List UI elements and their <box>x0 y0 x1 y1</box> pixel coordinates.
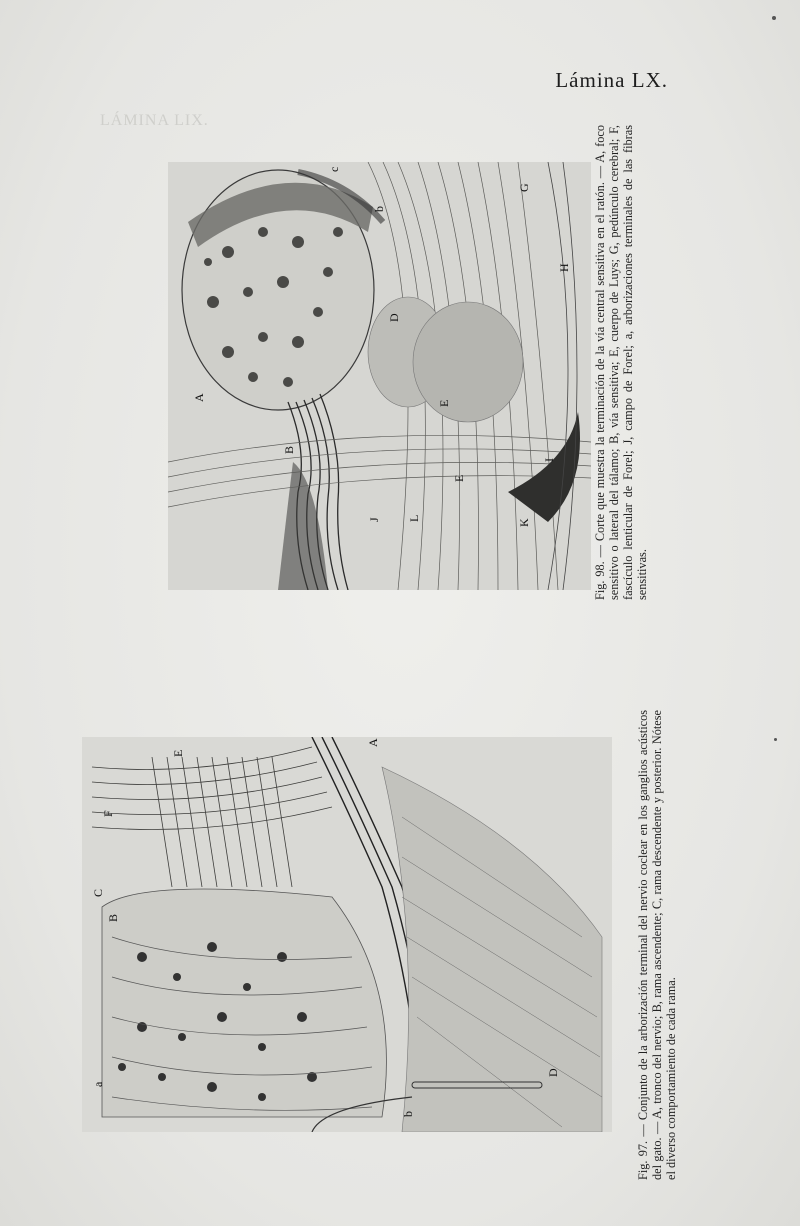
svg-text:F: F <box>101 810 115 817</box>
svg-text:A: A <box>192 393 206 402</box>
figure-97-illustration <box>82 737 612 1132</box>
figure-98-caption <box>593 125 649 600</box>
bleed-through-text: LÁMINA LIX. <box>100 112 209 129</box>
svg-text:E: E <box>171 749 185 757</box>
figure-98-illustration <box>168 162 591 590</box>
figure-97-caption-body: ganglios acústicos del gato. — A, tronco del nervio; B, rama ascendente; C, rama descendente y posterior. Nótese el diverso comportamiento de cada rama. <box>636 710 678 1180</box>
plate-title: Lámina LX. <box>555 68 668 92</box>
svg-text:E: E <box>437 399 451 407</box>
speck <box>774 738 777 741</box>
svg-text:H: H <box>557 263 571 272</box>
svg-text:D: D <box>387 313 401 322</box>
figure-98-drawing <box>168 162 591 590</box>
speck <box>772 16 776 20</box>
figure-98-caption-lead: Fig. 98. — Corte que muestra la terminación de la vía central sensitiva en <box>593 227 607 600</box>
figure-97-caption-lead: Fig. 97. — Conjunto de la arborización terminal del nervio coclear en los <box>636 805 650 1180</box>
svg-text:B: B <box>282 445 296 454</box>
figure-98-caption-body: el ratón. — A, foco sensitivo o lateral del tálamo; B, vía sensitiva; E, cuerpo de Luys; G, pedúnculo cerebral; F, fascículo lenticular de Forel; J, campo de Forel; a, arborizaciones terminales de las fibras sensitivas. <box>593 125 649 600</box>
svg-text:G: G <box>517 183 531 192</box>
svg-text:A: A <box>366 738 380 747</box>
svg-text:c: c <box>327 166 341 172</box>
svg-text:E: E <box>452 474 466 482</box>
svg-text:b: b <box>401 1111 415 1117</box>
figure-97-caption <box>636 710 678 1180</box>
svg-text:b: b <box>372 206 386 212</box>
svg-text:L: L <box>407 514 421 522</box>
svg-text:J: J <box>367 517 381 522</box>
figure-97-drawing <box>82 737 612 1132</box>
svg-text:a: a <box>91 1081 105 1087</box>
svg-text:K: K <box>517 518 531 527</box>
svg-text:B: B <box>106 913 120 922</box>
svg-text:C: C <box>91 888 105 897</box>
svg-text:D: D <box>546 1068 560 1077</box>
svg-text:I: I <box>542 458 556 462</box>
